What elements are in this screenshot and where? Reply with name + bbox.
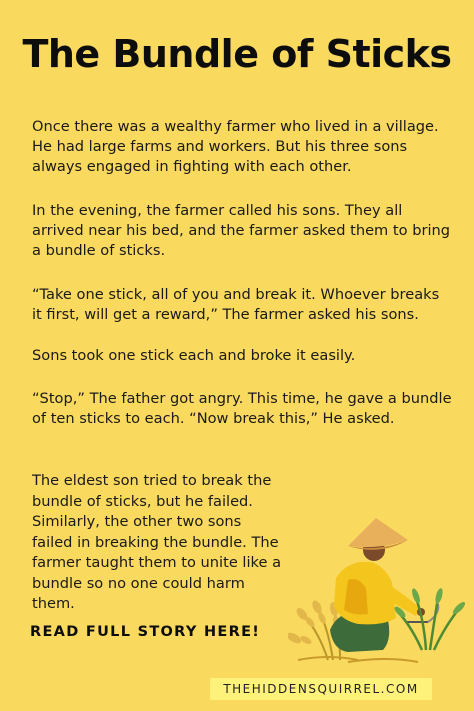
farmer-illustration <box>288 510 468 670</box>
story-paragraph-1: Once there was a wealthy farmer who lived in a village. He had large farms and workers. But his three sons always engaged in fighting with each other. <box>32 118 439 175</box>
story-paragraph-4: Sons took one stick each and broke it easily. <box>32 347 356 364</box>
read-full-story-link[interactable]: READ FULL STORY HERE! <box>30 624 261 640</box>
story-paragraph-5: “Stop,” The father got angry. This time, he gave a bundle of ten sticks to each. “Now break this,” He asked. <box>32 390 452 427</box>
story-paragraph-6: The eldest son tried to break the bundle of sticks, but he failed. Similarly, the other two sons failed in breaking the bundle. The farmer taught them to unite like a bundle so no one could harm them. <box>32 472 282 612</box>
story-paragraph-3: “Take one stick, all of you and break it. Whoever breaks it first, will get a reward,” The farmer asked his sons. <box>32 286 440 323</box>
website-badge[interactable]: THEHIDDENSQUIRREL.COM <box>210 678 432 700</box>
story-title: The Bundle of Sticks <box>22 32 452 76</box>
story-paragraph-2: In the evening, the farmer called his sons. They all arrived near his bed, and the farmer asked them to bring a bundle of sticks. <box>32 202 451 259</box>
